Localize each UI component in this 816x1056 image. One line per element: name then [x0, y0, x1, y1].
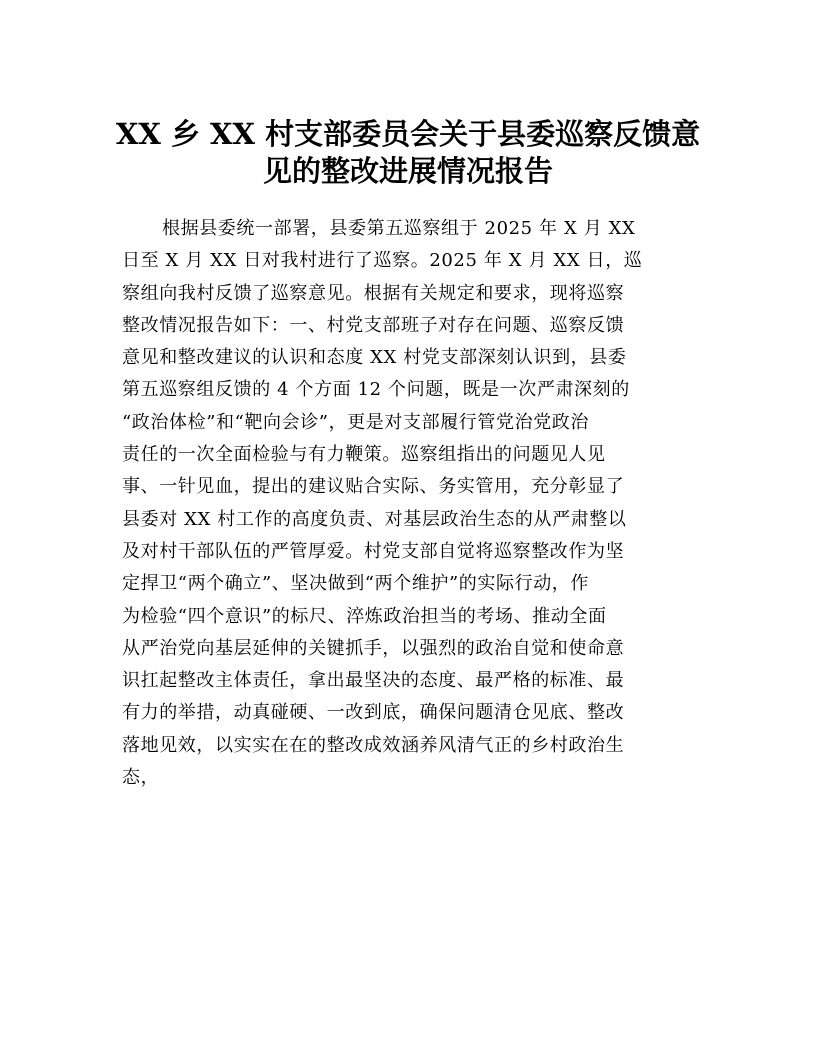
title-line: 见的整改进展情况报告	[262, 154, 553, 188]
document-title	[110, 116, 706, 190]
body-line: 县委对 XX 村工作的高度负责、对基层政治生态的从严肃整以	[122, 508, 627, 530]
body-line: 为检验“四个意识”的标尺、淬炼政治担当的考场、推动全面	[122, 605, 607, 627]
body-line: 态，	[122, 767, 160, 789]
body-line: 识扛起整改主体责任，拿出最坚决的态度、最严格的标准、最	[122, 670, 625, 692]
title-line: XX 乡 XX 村支部委员会关于县委巡察反馈意	[115, 117, 701, 151]
body-line: 第五巡察组反馈的 4 个方面 12 个问题，既是一次严肃深刻的	[122, 379, 630, 401]
body-line: 意见和整改建议的认识和态度 XX 村党支部深刻认识到，县委	[122, 347, 627, 369]
body-line: 整改情况报告如下：一、村党支部班子对存在问题、巡察反馈	[122, 314, 625, 336]
body-line: 事、一针见血，提出的建议贴合实际、务实管用，充分彰显了	[122, 476, 625, 498]
body-line: “政治体检”和“靶向会诊”，更是对支部履行管党治党政治	[122, 411, 590, 433]
body-line: 有力的举措，动真碰硬、一改到底，确保问题清仓见底、整改	[122, 702, 625, 724]
body-line: 察组向我村反馈了巡察意见。根据有关规定和要求，现将巡察	[122, 282, 625, 304]
document-body	[122, 213, 702, 794]
body-line: 从严治党向基层延伸的关键抓手，以强烈的政治自觉和使命意	[122, 637, 625, 659]
body-line: 责任的一次全面检验与有力鞭策。巡察组指出的问题见人见	[122, 444, 606, 466]
body-line: 及对村干部队伍的严管厚爱。村党支部自觉将巡察整改作为坚	[122, 540, 625, 562]
body-line: 落地见效，以实实在在的整改成效涵养风清气正的乡村政治生	[122, 734, 625, 756]
body-line: 根据县委统一部署，县委第五巡察组于 2025 年 X 月 XX	[162, 218, 636, 239]
body-line: 日至 X 月 XX 日对我村进行了巡察。2025 年 X 月 XX 日，巡	[122, 250, 643, 272]
body-line: 定捍卫“两个确立”、坚决做到“两个维护”的实际行动，作	[122, 573, 590, 595]
